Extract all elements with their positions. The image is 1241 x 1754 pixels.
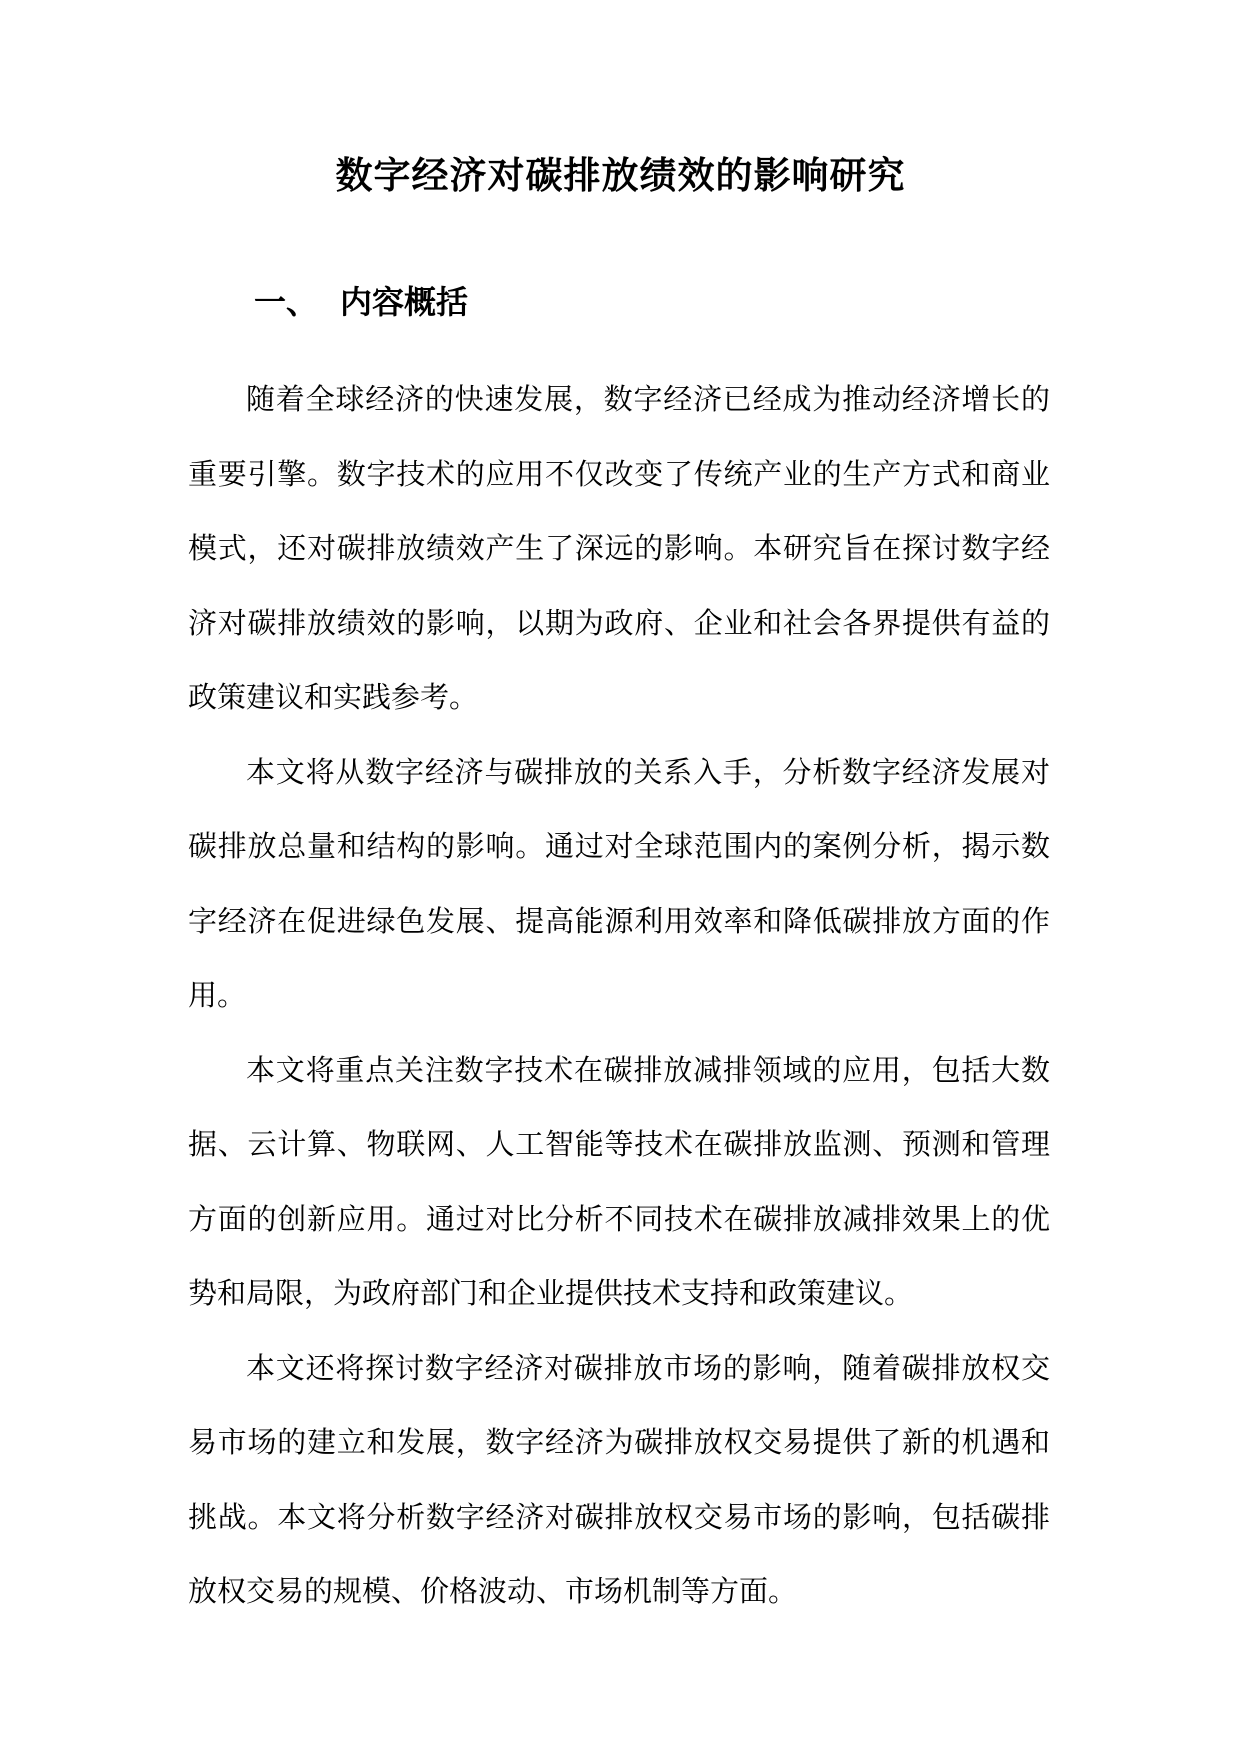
section-heading — [254, 280, 468, 324]
section-heading-text: 内容概括 — [340, 283, 469, 321]
paragraph: 本文将重点关注数字技术在碳排放减排领域的应用，包括大数据、云计算、物联网、人工智能等技术在碳排放监测、预测和管理方面的创新应用。通过对比分析不同技术在碳排放减排效果上的优势和局限，为政府部门和企业提供技术支持和政策建议。 — [188, 1052, 1050, 1310]
paragraph: 本文还将探讨数字经济对碳排放市场的影响，随着碳排放权交易市场的建立和发展，数字经济为碳排放权交易提供了新的机遇和挑战。本文将分析数字经济对碳排放权交易市场的影响，包括碳排放权交易的规模、价格波动、市场机制等方面。 — [188, 1350, 1050, 1608]
paragraph: 随着全球经济的快速发展，数字经济已经成为推动经济增长的重要引擎。数字技术的应用不仅改变了传统产业的生产方式和商业模式，还对碳排放绩效产生了深远的影响。本研究旨在探讨数字经济对碳排放绩效的影响，以期为政府、企业和社会各界提供有益的政策建议和实践参考。 — [188, 382, 1050, 714]
section-number: 一、 — [254, 283, 319, 321]
document-title: 数字经济对碳排放绩效的影响研究 — [335, 153, 906, 197]
body-text — [188, 362, 1050, 1629]
paragraph: 本文将从数字经济与碳排放的关系入手，分析数字经济发展对碳排放总量和结构的影响。通过对全球范围内的案例分析，揭示数字经济在促进绿色发展、提高能源利用效率和降低碳排放方面的作用。 — [188, 754, 1050, 1012]
